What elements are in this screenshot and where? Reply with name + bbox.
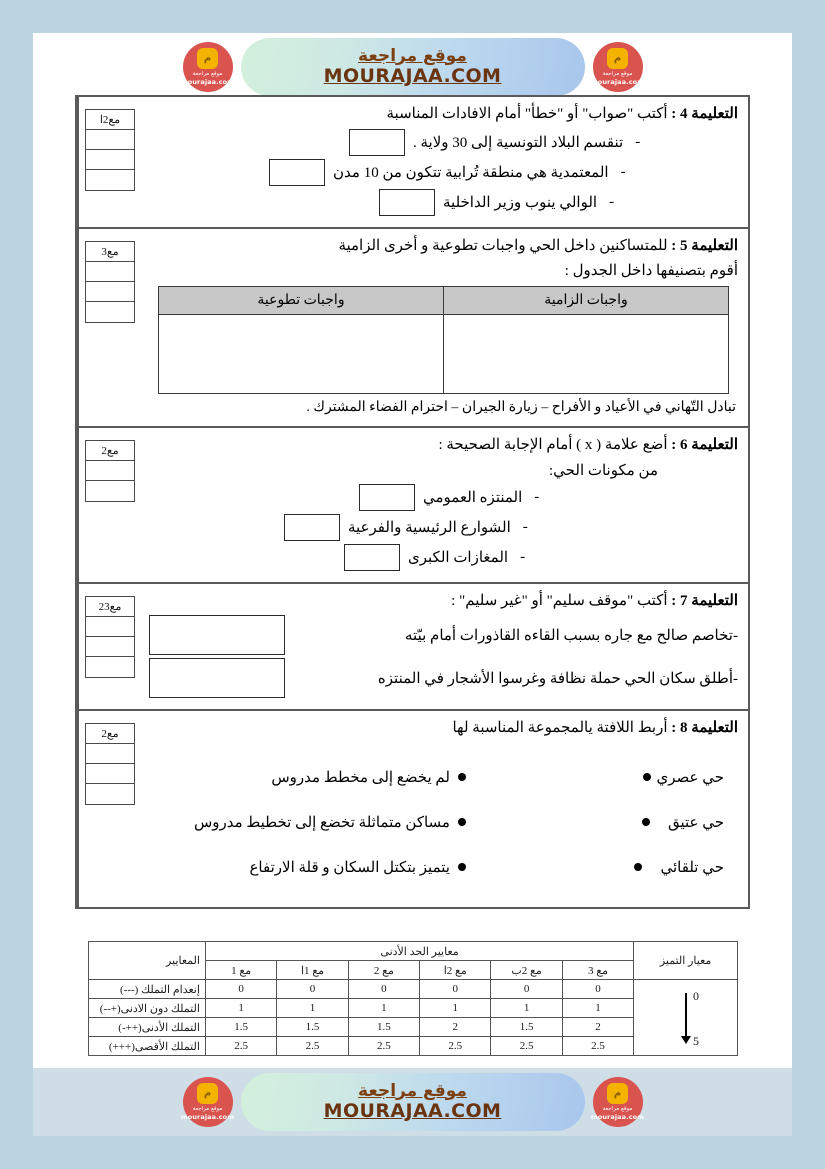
table-header-row	[159, 287, 729, 315]
score-grid	[85, 723, 135, 805]
section-8-instruction	[149, 717, 738, 740]
watermark-pill	[180, 1073, 645, 1131]
logo-caption	[181, 71, 234, 86]
score-entry-cell[interactable]	[86, 150, 134, 170]
score-entry-cell[interactable]	[86, 302, 134, 322]
section-6-instruction	[149, 434, 738, 457]
score-label-cell: مع2	[86, 441, 134, 461]
matching-right-group-3	[163, 858, 466, 877]
logo-caption	[591, 1106, 644, 1121]
section-8-instruction-text: أربط اللافتة يالمجموعة المناسبة لها	[452, 720, 668, 736]
matching-description-1: لم يخضع إلى مخطط مدروس	[271, 769, 450, 786]
criteria-cell: 1	[348, 999, 419, 1018]
section-5-score-column	[77, 229, 141, 427]
score-entry-cell[interactable]	[86, 764, 134, 784]
criteria-row-label: التملك الأدنى(++-)	[89, 1018, 206, 1037]
bullet-dash: -	[635, 133, 641, 150]
section-6-item-row-3	[149, 544, 738, 571]
logo-caption-domain: mourajaa.com	[180, 1112, 235, 1121]
score-entry-cell[interactable]	[86, 170, 134, 190]
watermark-domain: MOURAJAA.COM	[323, 1100, 502, 1123]
criteria-cell: 1	[491, 999, 562, 1018]
criteria-cell: 2.5	[348, 1037, 419, 1056]
score-entry-cell[interactable]	[86, 784, 134, 804]
criteria-cell: 2.5	[205, 1037, 276, 1056]
score-entry-cell[interactable]	[86, 657, 134, 677]
criteria-rubric-table	[88, 941, 738, 1056]
watermark-pill	[180, 38, 645, 96]
score-label-cell: مع2ا	[86, 110, 134, 130]
section-5-instruction	[149, 235, 738, 258]
section-7-item-row-2	[149, 658, 738, 698]
connector-dot[interactable]	[643, 773, 651, 781]
score-grid	[85, 596, 135, 678]
brand-logo-icon-right	[590, 42, 645, 92]
excellence-scale-cell	[634, 980, 738, 1056]
section-6-item-row-1	[149, 484, 738, 511]
bullet-dash: -	[534, 488, 540, 505]
criteria-title-header: المعايير	[89, 942, 206, 980]
column-header-mandatory: واجبات الزامية	[444, 287, 729, 315]
section-5-heading: التعليمة 5 :	[671, 237, 738, 254]
matching-exercise	[163, 768, 724, 877]
minimum-group-header: معايير الحد الأدنى	[205, 942, 633, 961]
matching-left-group-2	[466, 813, 724, 832]
score-label-cell: مع3	[86, 242, 134, 262]
section-5-body	[141, 229, 748, 427]
criteria-header-row-1	[89, 942, 738, 961]
watermark-domain: MOURAJAA.COM	[323, 65, 502, 88]
section-7-item-row-1	[149, 615, 738, 655]
section-8	[77, 711, 748, 907]
logo-caption-domain: mourajaa.com	[180, 77, 235, 86]
criteria-cell: 1.5	[277, 1018, 348, 1037]
section-4-item-row-1	[149, 129, 738, 156]
logo-caption-arabic: موقع مراجعة	[192, 1106, 223, 1112]
book-badge-icon: م	[197, 1083, 218, 1104]
section-6-body	[141, 428, 748, 582]
table-answer-row	[159, 315, 729, 394]
criteria-row-label: التملك الأقصى(+++)	[89, 1037, 206, 1056]
down-arrow-icon	[685, 993, 687, 1037]
brand-logo-icon-left	[180, 1077, 235, 1127]
criteria-cell: 2	[562, 1018, 633, 1037]
section-6-score-column	[77, 428, 141, 582]
section-5-instruction-text: للمتساكنين داخل الحي واجبات تطوعية و أخرى الزامية	[338, 237, 668, 254]
criteria-cell: 1.5	[205, 1018, 276, 1037]
bullet-dash: -	[520, 548, 526, 565]
criteria-cell: 1.5	[348, 1018, 419, 1037]
criteria-rubric-wrapper	[88, 941, 738, 1056]
criteria-cell: 1	[205, 999, 276, 1018]
answer-cell-voluntary[interactable]	[159, 315, 444, 394]
criteria-cell: 0	[562, 980, 633, 999]
section-6-subline: من مكونات الحي:	[549, 462, 658, 479]
criteria-cell: 0	[348, 980, 419, 999]
criteria-cell: 1	[562, 999, 633, 1018]
criteria-cell: 0	[277, 980, 348, 999]
connector-dot[interactable]	[642, 818, 650, 826]
answer-box-7-1[interactable]	[149, 615, 285, 655]
section-8-body	[141, 711, 748, 907]
criteria-cell: 2.5	[491, 1037, 562, 1056]
criteria-cell: 0	[205, 980, 276, 999]
logo-caption	[591, 71, 644, 86]
answer-box-7-2[interactable]	[149, 658, 285, 698]
section-4-body	[141, 97, 748, 227]
criteria-row-0	[89, 980, 738, 999]
section-7	[77, 584, 748, 712]
answer-box-6-2[interactable]	[284, 514, 340, 541]
logo-caption-arabic: موقع مراجعة	[602, 1106, 633, 1112]
section-5-hint: تبادل التّهاني في الأعياد و الأفراح – زيارة الجيران – احترام الفضاء المشترك .	[306, 400, 736, 415]
section-6-item-2: الشوارع الرئيسية والفرعية	[348, 519, 511, 536]
criteria-col-0: مع 3	[562, 961, 633, 980]
section-8-score-column	[77, 711, 141, 907]
answer-box-6-1[interactable]	[359, 484, 415, 511]
criteria-row-label: التملك دون الادنى(+--)	[89, 999, 206, 1018]
section-7-item-2: -أطلق سكان الحي حملة نظافة وغرسوا الأشجار في المنتزه	[377, 670, 738, 687]
bullet-dash: -	[522, 518, 528, 535]
criteria-cell: 0	[491, 980, 562, 999]
section-4-item-row-2	[149, 159, 738, 186]
answer-cell-mandatory[interactable]	[444, 315, 729, 394]
section-4	[77, 97, 748, 229]
section-5-subline: أقوم بتصنيفها داخل الجدول :	[564, 263, 738, 279]
watermark-arabic-title: موقع مراجعة	[358, 1080, 467, 1101]
matching-label-2: حي عتيق	[667, 814, 724, 831]
matching-row-1	[163, 768, 724, 787]
logo-caption	[181, 1106, 234, 1121]
connector-dot[interactable]	[634, 863, 642, 871]
matching-description-3: يتميز بتكتل السكان و قلة الارتفاع	[249, 859, 450, 876]
logo-caption-arabic: موقع مراجعة	[602, 71, 633, 77]
matching-label-3: حي تلقائي	[660, 859, 724, 876]
section-4-item-3: الوالي ينوب وزير الداخلية	[443, 194, 598, 211]
criteria-cell: 1	[420, 999, 491, 1018]
excellence-column-header: معيار التميز	[634, 942, 738, 980]
section-6-item-3: المغازات الكبرى	[408, 549, 509, 566]
section-8-heading: التعليمة 8 :	[671, 720, 738, 736]
section-4-instruction-text: أكتب "صواب" أو "خطأ" أمام الافادات المناسبة	[386, 106, 668, 122]
section-6-heading: التعليمة 6 :	[671, 437, 738, 453]
section-7-instruction	[149, 590, 738, 613]
section-6	[77, 428, 748, 584]
criteria-col-2: مع 2ا	[420, 961, 491, 980]
score-entry-cell[interactable]	[86, 130, 134, 150]
score-grid	[85, 440, 135, 502]
score-label-cell: مع23	[86, 597, 134, 617]
section-6-item-row-2	[149, 514, 738, 541]
criteria-cell: 2.5	[562, 1037, 633, 1056]
logo-caption-domain: mourajaa.com	[590, 1112, 645, 1121]
section-7-score-column	[77, 584, 141, 710]
column-header-voluntary: واجبات تطوعية	[159, 287, 444, 315]
excellence-max-value: 5	[693, 1033, 699, 1048]
section-6-item-1: المنتزه العمومي	[423, 489, 523, 506]
watermark-arabic-title: موقع مراجعة	[358, 45, 467, 66]
book-badge-icon: م	[607, 1083, 628, 1104]
section-4-item-row-3	[149, 189, 738, 216]
matching-description-2: مساكن متماثلة تخضع إلى تخطيط مدروس	[193, 814, 450, 831]
matching-left-group-3	[466, 858, 724, 877]
score-entry-cell[interactable]	[86, 481, 134, 501]
book-badge-icon: م	[197, 48, 218, 69]
matching-right-group-2	[163, 813, 466, 832]
brand-logo-icon-left	[180, 42, 235, 92]
matching-label-1: حي عصري	[656, 769, 724, 786]
criteria-col-5: مع 1	[205, 961, 276, 980]
excellence-scale	[638, 987, 733, 1049]
section-7-instruction-text: أكتب "موقف سليم" أو "غير سليم" :	[451, 592, 668, 609]
excellence-min-value: 0	[693, 988, 699, 1003]
score-entry-cell[interactable]	[86, 282, 134, 302]
logo-caption-domain: mourajaa.com	[590, 77, 645, 86]
criteria-cell: 2.5	[277, 1037, 348, 1056]
book-badge-icon: م	[607, 48, 628, 69]
criteria-col-3: مع 2	[348, 961, 419, 980]
score-grid	[85, 109, 135, 191]
answer-box-4-3[interactable]	[379, 189, 435, 216]
section-4-heading: التعليمة 4 :	[671, 106, 738, 122]
criteria-cell: 2	[420, 1018, 491, 1037]
matching-left-group-1	[466, 768, 724, 787]
connector-dot[interactable]	[458, 863, 466, 871]
score-label-cell: مع2	[86, 724, 134, 744]
connector-dot[interactable]	[458, 773, 466, 781]
connector-dot[interactable]	[458, 818, 466, 826]
duties-classification-table	[158, 286, 729, 394]
criteria-col-1: مع 2ب	[491, 961, 562, 980]
footer-watermark-banner	[33, 1068, 792, 1136]
score-entry-cell[interactable]	[86, 637, 134, 657]
criteria-cell: 1	[277, 999, 348, 1018]
criteria-cell: 1.5	[491, 1018, 562, 1037]
exercise-sheet	[75, 95, 750, 909]
bullet-dash: -	[609, 193, 615, 210]
bullet-dash: -	[620, 163, 626, 180]
section-4-score-column	[77, 97, 141, 227]
score-grid	[85, 241, 135, 323]
matching-row-2	[163, 813, 724, 832]
answer-box-6-3[interactable]	[344, 544, 400, 571]
section-4-item-2: المعتمدية هي منطقة تُرابية تتكون من 10 مدن	[333, 164, 609, 181]
matching-row-3	[163, 858, 724, 877]
criteria-col-4: مع 1ا	[277, 961, 348, 980]
section-7-heading: التعليمة 7 :	[671, 592, 738, 609]
worksheet-page	[33, 33, 792, 1136]
criteria-cell: 0	[420, 980, 491, 999]
section-7-item-1: -تخاصم صالح مع جاره بسبب القاءه القاذورات أمام بيّته	[405, 627, 738, 644]
score-entry-cell[interactable]	[86, 617, 134, 637]
criteria-row-label: إنعدام التملك (---)	[89, 980, 206, 999]
answer-box-4-1[interactable]	[349, 129, 405, 156]
score-entry-cell[interactable]	[86, 744, 134, 764]
logo-caption-arabic: موقع مراجعة	[192, 71, 223, 77]
answer-box-4-2[interactable]	[269, 159, 325, 186]
score-entry-cell[interactable]	[86, 461, 134, 481]
score-entry-cell[interactable]	[86, 262, 134, 282]
criteria-cell: 2.5	[420, 1037, 491, 1056]
section-7-body	[141, 584, 748, 710]
header-watermark-banner	[33, 33, 792, 101]
section-4-item-1: تنقسم البلاد التونسية إلى 30 ولاية .	[413, 134, 624, 151]
section-5	[77, 229, 748, 429]
section-6-instruction-text: أضع علامة ( x ) أمام الإجابة الصحيحة :	[438, 437, 668, 453]
section-4-instruction	[149, 103, 738, 126]
brand-logo-icon-right	[590, 1077, 645, 1127]
matching-right-group-1	[163, 768, 466, 787]
